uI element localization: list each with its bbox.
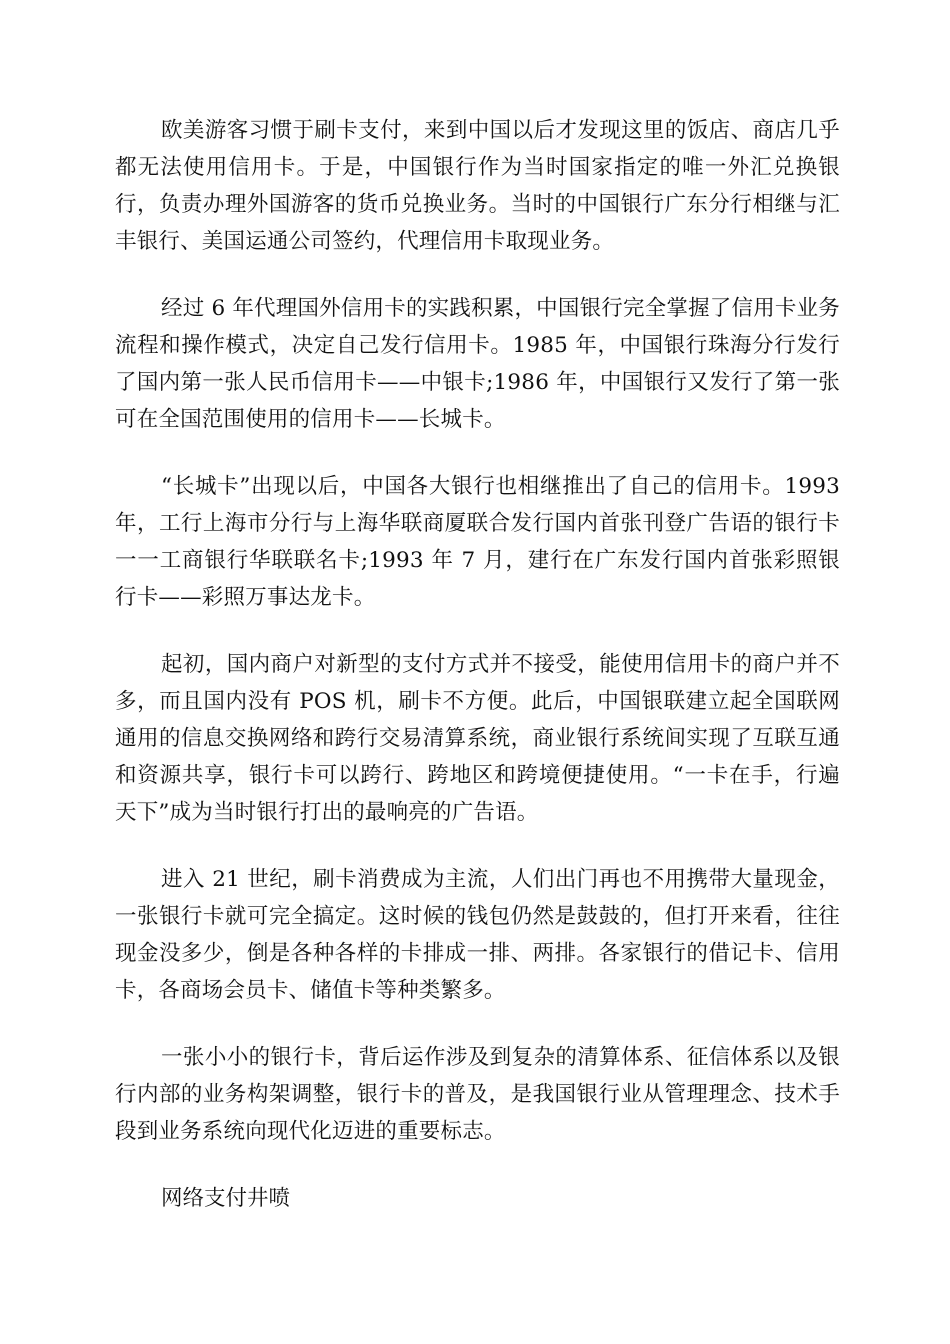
paragraph-1: 欧美游客习惯于刷卡支付，来到中国以后才发现这里的饭店、商店几乎都无法使用信用卡。于是，中国银行作为当时国家指定的唯一外汇兑换银行，负责办理外国游客的货币兑换业务。当时的中国银行广东分行相继与汇丰银行、美国运通公司签约，代理信用卡取现业务。	[115, 118, 840, 254]
section-heading: 网络支付井喷	[161, 1186, 291, 1211]
paragraph-4: 起初，国内商户对新型的支付方式并不接受，能使用信用卡的商户并不多，而且国内没有 POS 机，刷卡不方便。此后，中国银联建立起全国联网通用的信息交换网络和跨行交易清算系统，商业银行系统间实现了互联互通和资源共享，银行卡可以跨行、跨地区和跨境便捷使用。“一卡在手，行遍天下”成为当时银行打出的最响亮的广告语。	[115, 652, 840, 825]
document-body	[115, 112, 840, 1217]
paragraph-2: 经过 6 年代理国外信用卡的实践积累，中国银行完全掌握了信用卡业务流程和操作模式，决定自己发行信用卡。1985 年，中国银行珠海分行发行了国内第一张人民币信用卡——中银卡;1986 年，中国银行又发行了第一张可在全国范围使用的信用卡——长城卡。	[115, 296, 840, 432]
paragraph-3: “长城卡”出现以后，中国各大银行也相继推出了自己的信用卡。1993 年，工行上海市分行与上海华联商厦联合发行国内首张刊登广告语的银行卡一一工商银行华联联名卡;1993 年 7 月，建行在广东发行国内首张彩照银行卡——彩照万事达龙卡。	[115, 474, 840, 610]
paragraph-6: 一张小小的银行卡，背后运作涉及到复杂的清算体系、征信体系以及银行内部的业务构架调整，银行卡的普及，是我国银行业从管理理念、技术手段到业务系统向现代化迈进的重要标志。	[115, 1045, 840, 1144]
paragraph-5: 进入 21 世纪，刷卡消费成为主流，人们出门再也不用携带大量现金，一张银行卡就可完全搞定。这时候的钱包仍然是鼓鼓的，但打开来看，往往现金没多少，倒是各种各样的卡排成一排、两排。各家银行的借记卡、信用卡，各商场会员卡、储值卡等种类繁多。	[115, 867, 840, 1003]
